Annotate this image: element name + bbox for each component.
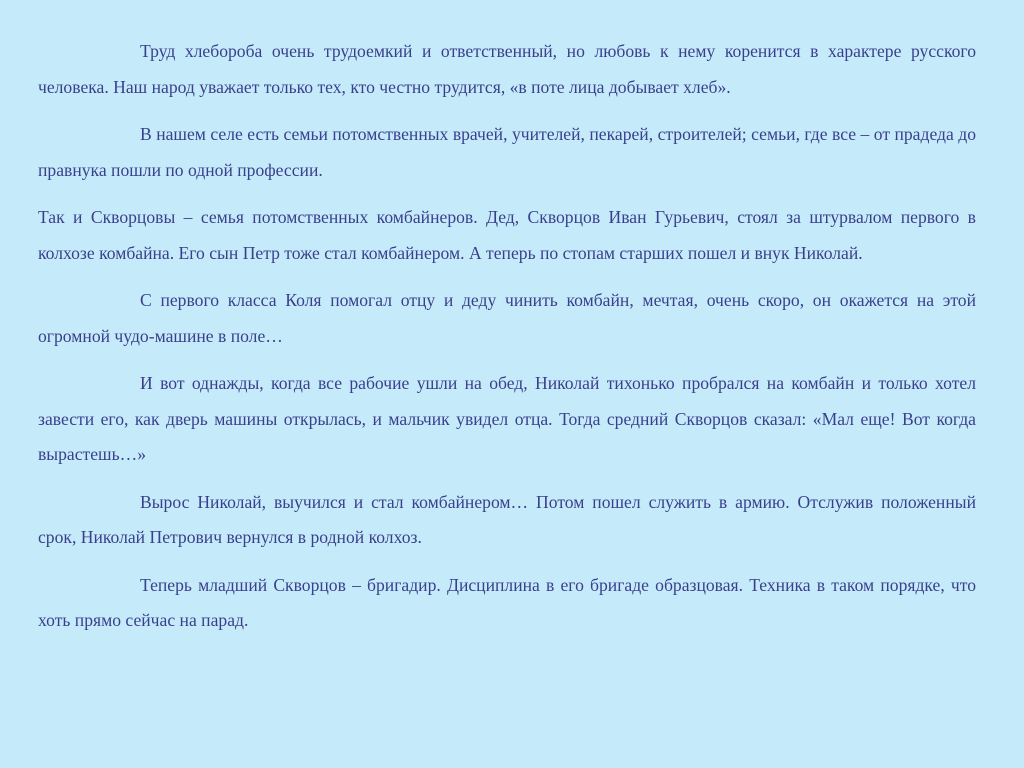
- paragraph-7: Теперь младший Скворцов – бригадир. Дисциплина в его бригаде образцовая. Техника в таком порядке, что хоть прямо сейчас на парад.: [38, 574, 976, 630]
- paragraph-4: С первого класса Коля помогал отцу и деду чинить комбайн, мечтая, очень скоро, он окажется на этой огромной чудо-машине в поле…: [38, 290, 976, 346]
- paragraph-2: В нашем селе есть семьи потомственных врачей, учителей, пекарей, строителей; семьи, где все – от прадеда до правнука пошли по одной профессии.: [38, 124, 976, 180]
- paragraph-6: Вырос Николай, выучился и стал комбайнером… Потом пошел служить в армию. Отслужив положенный срок, Николай Петрович вернулся в родной колхоз.: [38, 491, 976, 547]
- paragraph-3: Так и Скворцовы – семья потомственных комбайнеров. Дед, Скворцов Иван Гурьевич, стоял за штурвалом первого в колхозе комбайна. Его сын Петр тоже стал комбайнером. А теперь по стопам старших пошел и внук Николай.: [38, 207, 976, 263]
- paragraph-5: И вот однажды, когда все рабочие ушли на обед, Николай тихонько пробрался на комбайн и только хотел завести его, как дверь машины открылась, и мальчик увидел отца. Тогда средний Скворцов сказал: «Мал еще! Вот когда вырастешь…»: [38, 373, 976, 464]
- paragraph-1: Труд хлебороба очень трудоемкий и ответственный, но любовь к нему коренится в характере русского человека. Наш народ уважает только тех, кто честно трудится, «в поте лица добывает хлеб».: [38, 41, 976, 97]
